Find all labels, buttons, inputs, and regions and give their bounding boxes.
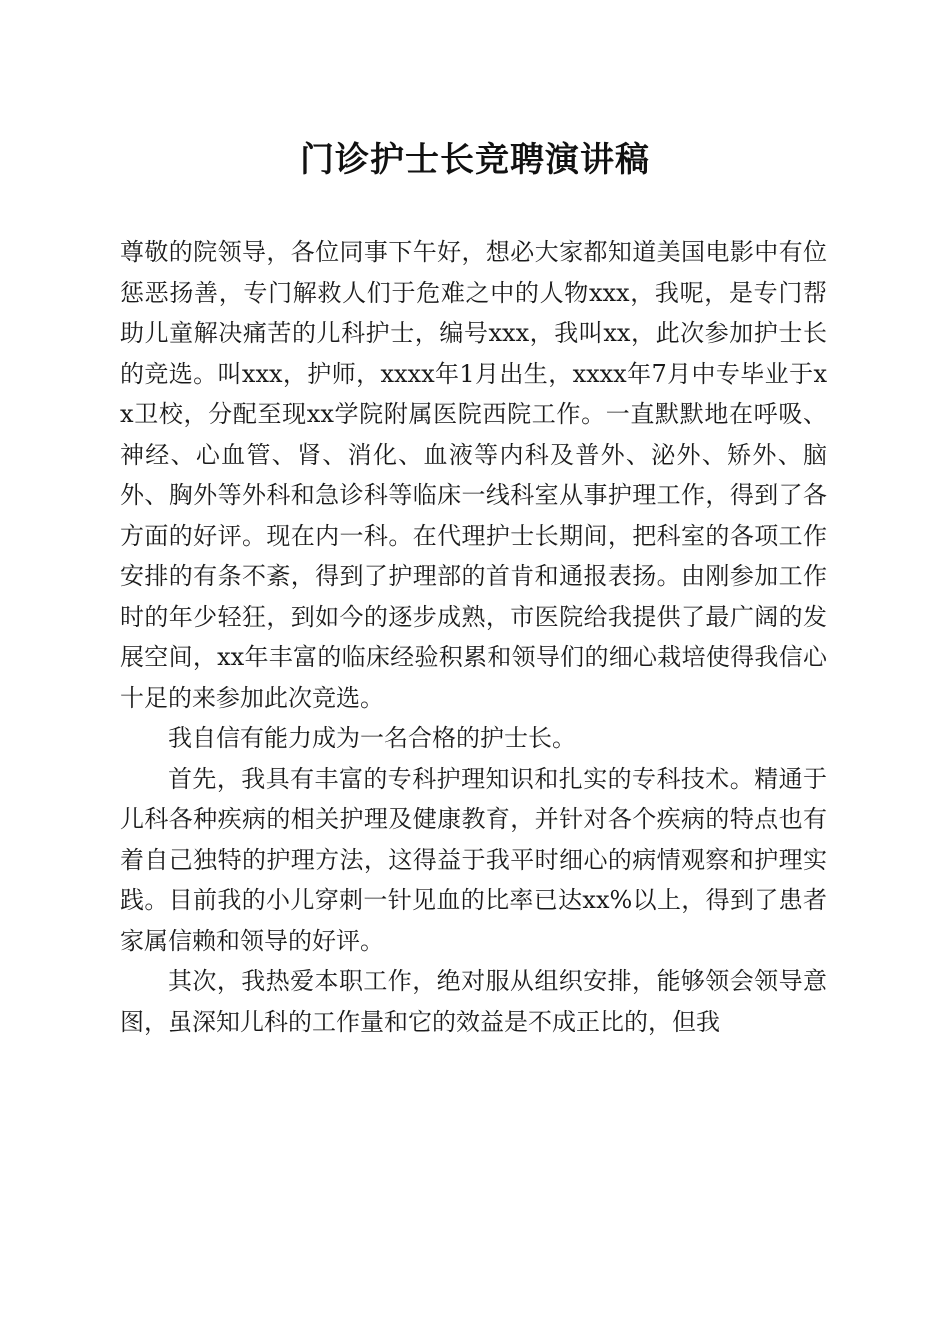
document-title: 门诊护士长竞聘演讲稿 <box>300 140 650 180</box>
paragraph-first-point: 首先，我具有丰富的专科护理知识和扎实的专科技术。精通于儿科各种疾病的相关护理及健康教育，并针对各个疾病的特点也有着自己独特的护理方法，这得益于我平时细心的病情观察和护理实践。目前我的小儿穿刺一针见血的比率已达xx%以上，得到了患者家属信赖和领导的好评。 <box>120 764 827 955</box>
paragraph-second-point: 其次，我热爱本职工作，绝对服从组织安排，能够领会领导意图，虽深知儿科的工作量和它的效益是不成正比的，但我 <box>120 967 827 1036</box>
paragraph-confidence: 我自信有能力成为一名合格的护士长。 <box>168 724 576 752</box>
paragraph-intro: 尊敬的院领导，各位同事下午好，想必大家都知道美国电影中有位惩恶扬善，专门解救人们于危难之中的人物xxx，我呢，是专门帮助儿童解决痛苦的儿科护士，编号xxx，我叫xx，此次参加护士长的竞选。叫xxx，护师，xxxx年1月出生，xxxx年7月中专毕业于xx卫校，分配至现xx学院附属医院西院工作。一直默默地在呼吸、神经、心血管、肾、消化、血液等内科及普外、泌外、矫外、脑外、胸外等外科和急诊科等临床一线科室从事护理工作，得到了各方面的好评。现在内一科。在代理护士长期间，把科室的各项工作安排的有条不紊，得到了护理部的首肯和通报表扬。由刚参加工作时的年少轻狂，到如今的逐步成熟，市医院给我提供了最广阔的发展空间，xx年丰富的临床经验积累和领导们的细心栽培使得我信心十足的来参加此次竞选。 <box>120 238 827 712</box>
document-body <box>120 232 827 1042</box>
